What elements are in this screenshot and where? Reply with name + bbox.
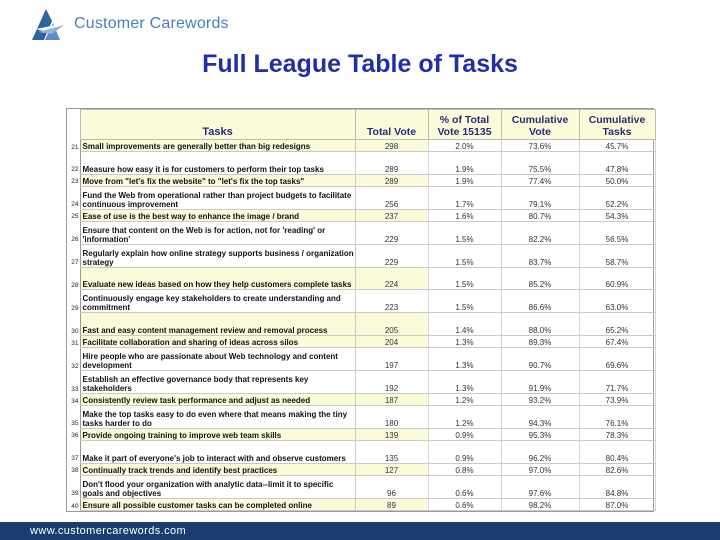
total-vote: 139: [355, 428, 428, 440]
cumulative-tasks: 50.0%: [579, 174, 655, 186]
cumulative-tasks: 73.9%: [579, 394, 655, 406]
table-row: [67, 186, 655, 209]
task-name: Don't flood your organization with analytic data--limit it to specific goals and objectives: [80, 475, 355, 498]
table-row: [67, 428, 655, 440]
pct-of-total: 1.2%: [428, 394, 501, 406]
header-pct-total-line2: Vote 15135: [437, 126, 492, 138]
table-row: [67, 267, 655, 290]
table-row: [67, 152, 655, 175]
row-number: 28: [71, 281, 79, 289]
total-vote: 298: [355, 140, 428, 152]
cumulative-tasks: 58.7%: [579, 244, 655, 267]
row-number: 37: [71, 455, 79, 463]
table-row: [67, 406, 655, 429]
header-cumulative-vote-line2: Vote: [529, 126, 551, 138]
total-vote: 223: [355, 290, 428, 313]
header-pct-total-line1: % of Total: [439, 114, 490, 126]
row-number: 26: [71, 236, 79, 244]
pct-of-total: 1.3%: [428, 371, 501, 394]
cumulative-vote: 83.7%: [501, 244, 579, 267]
header-blank: [67, 110, 80, 140]
table-row: [67, 475, 655, 498]
total-vote: 237: [355, 209, 428, 221]
pct-of-total: 1.3%: [428, 348, 501, 371]
row-number: 27: [71, 259, 79, 267]
cumulative-vote: 86.6%: [501, 290, 579, 313]
league-table: [66, 108, 654, 512]
cumulative-vote: 73.6%: [501, 140, 579, 152]
task-name: Evaluate new ideas based on how they help customers complete tasks: [80, 267, 355, 290]
total-vote: 229: [355, 221, 428, 244]
cumulative-tasks: 67.4%: [579, 336, 655, 348]
table-row: [67, 394, 655, 406]
pct-of-total: 1.5%: [428, 290, 501, 313]
total-vote: 187: [355, 394, 428, 406]
total-vote: 197: [355, 348, 428, 371]
row-number: 24: [71, 201, 79, 209]
cumulative-vote: 82.2%: [501, 221, 579, 244]
table-row: [67, 463, 655, 475]
row-number: 33: [71, 385, 79, 393]
cumulative-tasks: 63.0%: [579, 290, 655, 313]
task-name: Make it part of everyone's job to interact with and observe customers: [80, 440, 355, 463]
row-number: 30: [71, 327, 79, 335]
row-number: 34: [71, 397, 79, 405]
cumulative-vote: 91.9%: [501, 371, 579, 394]
header-pct-total: [428, 110, 501, 140]
cumulative-tasks: 56.5%: [579, 221, 655, 244]
row-number: 29: [71, 304, 79, 312]
cumulative-vote: 89.3%: [501, 336, 579, 348]
pct-of-total: 1.5%: [428, 244, 501, 267]
pct-of-total: 0.6%: [428, 475, 501, 498]
table-row: [67, 348, 655, 371]
task-name: Fund the Web from operational rather than project budgets to facilitate continuous improvement: [80, 186, 355, 209]
total-vote: 204: [355, 336, 428, 348]
brand-name: Customer Carewords: [74, 15, 229, 32]
task-name: Establish an effective governance body that represents key stakeholders: [80, 371, 355, 394]
table-header-row: [67, 110, 655, 140]
pct-of-total: 1.9%: [428, 152, 501, 175]
cumulative-vote: 95.3%: [501, 428, 579, 440]
pct-of-total: 0.9%: [428, 428, 501, 440]
pct-of-total: 2.0%: [428, 140, 501, 152]
footer-bar: [0, 522, 720, 540]
league-table-grid: [67, 109, 656, 511]
total-vote: 96: [355, 475, 428, 498]
task-name: Regularly explain how online strategy supports business / organization strategy: [80, 244, 355, 267]
task-name: Hire people who are passionate about Web technology and content development: [80, 348, 355, 371]
cumulative-tasks: 78.3%: [579, 428, 655, 440]
task-name: Provide ongoing training to improve web team skills: [80, 428, 355, 440]
pct-of-total: 1.6%: [428, 209, 501, 221]
cumulative-tasks: 65.2%: [579, 313, 655, 336]
pct-of-total: 1.2%: [428, 406, 501, 429]
cumulative-vote: 85.2%: [501, 267, 579, 290]
table-row: [67, 209, 655, 221]
brand-logo: [30, 6, 229, 42]
task-name: Fast and easy content management review and removal process: [80, 313, 355, 336]
table-body: [67, 140, 655, 511]
cumulative-tasks: 45.7%: [579, 140, 655, 152]
total-vote: 256: [355, 186, 428, 209]
table-row: [67, 371, 655, 394]
task-name: Ensure that content on the Web is for action, not for 'reading' or 'information': [80, 221, 355, 244]
task-name: Move from "let's fix the website" to "let's fix the top tasks": [80, 174, 355, 186]
row-number: 31: [71, 339, 79, 347]
header-cumulative-vote-line1: Cumulative: [511, 114, 569, 126]
total-vote: 205: [355, 313, 428, 336]
header-cumulative-tasks-line1: Cumulative: [588, 114, 646, 126]
row-number: 35: [71, 420, 79, 428]
page-title: Full League Table of Tasks: [202, 50, 518, 78]
total-vote: 289: [355, 152, 428, 175]
footer-url: www.customercarewords.com: [30, 525, 187, 537]
table-row: [67, 221, 655, 244]
cumulative-tasks: 69.6%: [579, 348, 655, 371]
table-row: [67, 244, 655, 267]
cumulative-tasks: 71.7%: [579, 371, 655, 394]
task-name: Continuously engage key stakeholders to create understanding and commitment: [80, 290, 355, 313]
row-number: 32: [71, 362, 79, 370]
task-name: Measure how easy it is for customers to perform their top tasks: [80, 152, 355, 175]
total-vote: 180: [355, 406, 428, 429]
total-vote: 135: [355, 440, 428, 463]
pct-of-total: 1.5%: [428, 221, 501, 244]
cumulative-tasks: 52.2%: [579, 186, 655, 209]
task-name: Make the top tasks easy to do even where that means making the tiny tasks harder to do: [80, 406, 355, 429]
pct-of-total: 0.8%: [428, 463, 501, 475]
task-name: Ensure all possible customer tasks can be completed online: [80, 498, 355, 510]
task-name: Small improvements are generally better than big redesigns: [80, 140, 355, 152]
header-tasks: Tasks: [80, 110, 355, 140]
cumulative-vote: 96.2%: [501, 440, 579, 463]
total-vote: 192: [355, 371, 428, 394]
pct-of-total: 1.7%: [428, 186, 501, 209]
row-number: 25: [71, 213, 79, 221]
header-cumulative-vote: [501, 110, 579, 140]
pct-of-total: 1.3%: [428, 336, 501, 348]
row-number: 23: [71, 178, 79, 186]
cumulative-tasks: 47.8%: [579, 152, 655, 175]
cumulative-tasks: 76.1%: [579, 406, 655, 429]
total-vote: 89: [355, 498, 428, 510]
pct-of-total: 1.5%: [428, 267, 501, 290]
header-cumulative-tasks: [579, 110, 655, 140]
row-number: 22: [71, 166, 79, 174]
cumulative-vote: 94.3%: [501, 406, 579, 429]
cumulative-vote: 88.0%: [501, 313, 579, 336]
cumulative-vote: 77.4%: [501, 174, 579, 186]
header-total-vote: Total Vote: [355, 110, 428, 140]
task-name: Consistently review task performance and adjust as needed: [80, 394, 355, 406]
task-name: Ease of use is the best way to enhance the image / brand: [80, 209, 355, 221]
cumulative-vote: 93.2%: [501, 394, 579, 406]
total-vote: 289: [355, 174, 428, 186]
cumulative-vote: 97.6%: [501, 475, 579, 498]
table-row: [67, 498, 655, 510]
task-name: Facilitate collaboration and sharing of ideas across silos: [80, 336, 355, 348]
cumulative-vote: 80.7%: [501, 209, 579, 221]
row-number: 38: [71, 467, 79, 475]
pct-of-total: 1.4%: [428, 313, 501, 336]
header-cumulative-tasks-line2: Tasks: [602, 126, 632, 138]
cumulative-vote: 75.5%: [501, 152, 579, 175]
cumulative-vote: 79.1%: [501, 186, 579, 209]
row-number: 21: [71, 143, 79, 151]
total-vote: 224: [355, 267, 428, 290]
row-number: 40: [71, 502, 79, 510]
total-vote: 127: [355, 463, 428, 475]
table-row: [67, 440, 655, 463]
cumulative-tasks: 87.0%: [579, 498, 655, 510]
cumulative-vote: 90.7%: [501, 348, 579, 371]
cumulative-tasks: 84.8%: [579, 475, 655, 498]
cumulative-vote: 98.2%: [501, 498, 579, 510]
task-name: Continually track trends and identify best practices: [80, 463, 355, 475]
cumulative-tasks: 82.6%: [579, 463, 655, 475]
cumulative-tasks: 54.3%: [579, 209, 655, 221]
table-row: [67, 290, 655, 313]
table-row: [67, 140, 655, 152]
pct-of-total: 0.9%: [428, 440, 501, 463]
cumulative-tasks: 60.9%: [579, 267, 655, 290]
total-vote: 229: [355, 244, 428, 267]
table-row: [67, 336, 655, 348]
pct-of-total: 1.9%: [428, 174, 501, 186]
cumulative-tasks: 80.4%: [579, 440, 655, 463]
table-row: [67, 174, 655, 186]
pct-of-total: 0.6%: [428, 498, 501, 510]
cumulative-vote: 97.0%: [501, 463, 579, 475]
row-number: 36: [71, 432, 79, 440]
table-row: [67, 313, 655, 336]
carewords-logo-icon: [30, 7, 68, 41]
row-number: 39: [71, 490, 79, 498]
